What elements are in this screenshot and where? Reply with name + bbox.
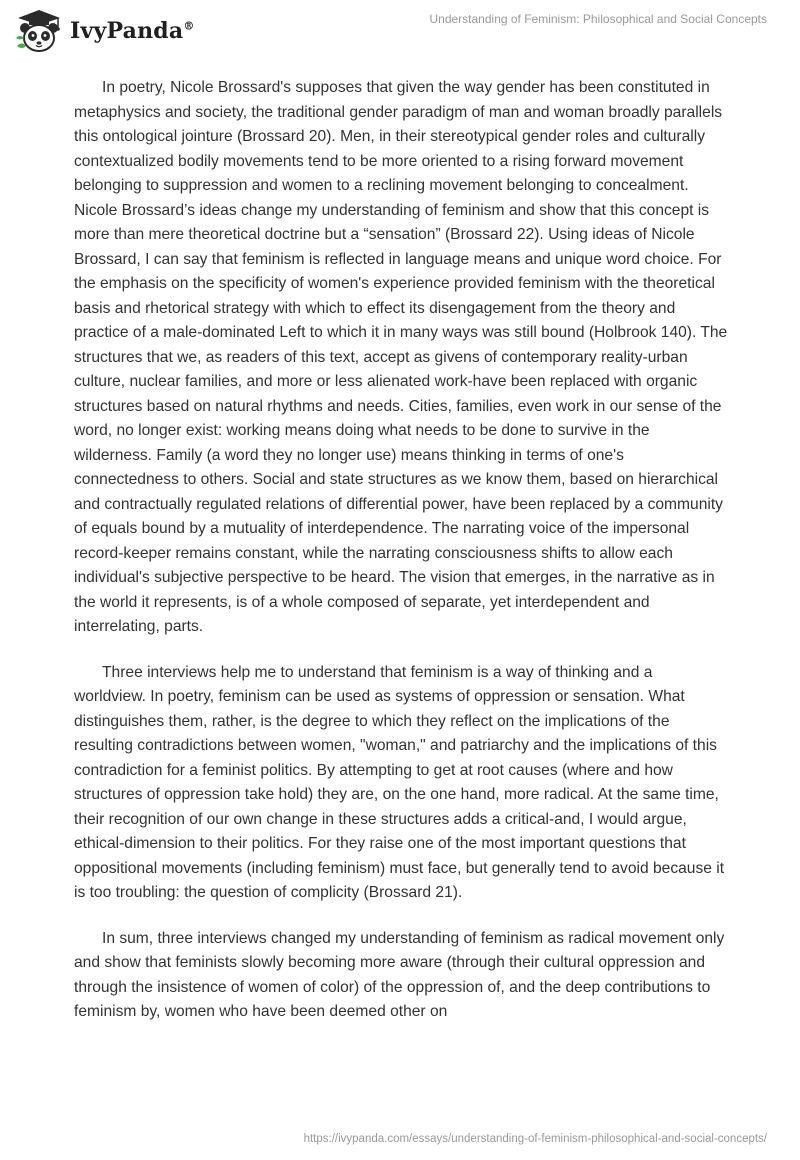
ivypanda-logo[interactable] bbox=[14, 8, 195, 54]
paragraph-2: Three interviews help me to understand that feminism is a way of thinking and a worldview. In poetry, feminism can be used as systems of oppression or sensation. What distinguishes them, rather, is the degree to which they reflect on the implications of the resulting contradictions between women, "woman," and patriarchy and the implications of this contradiction for a feminist politics. By attempting to get at root causes (where and how structures of oppression take hold) they are, on the one hand, more radical. At the same time, their recognition of our own change in these structures adds a critical-and, I would argue, ethical-dimension to their politics. For they raise one of the most important questions that oppositional movements (including feminism) must face, but generally tend to avoid because it is too troubling: the question of complicity (Brossard 21). bbox=[74, 663, 725, 901]
paragraph-1: In poetry, Nicole Brossard's supposes that given the way gender has been constituted in metaphysics and society, the traditional gender paradigm of man and woman broadly parallels this ontological jointure (Brossard 20). Men, in their stereotypical gender roles and culturally contextualized bodily movements tend to be more oriented to a rising forward movement belonging to suppression and women to a reclining movement belonging to concealment. Nicole Brossard’s ideas change my understanding of feminism and show that this concept is more than mere theoretical doctrine but a “sensation” (Brossard 22). Using ideas of Nicole Brossard, I can say that feminism is reflected in language means and unique word choice. For the emphasis on the specificity of women's experience provided feminism with the theoretical basis and rhetorical strategy with which to effect its disengagement from the theory and practice of a male-dominated Left to which it in many ways was still bound (Holbrook 140). The structures that we, as readers of this text, accept as givens of contemporary reality-urban culture, nuclear families, and more or less alienated work-have been replaced with organic structures based on natural rhythms and needs. Cities, families, even work in our sense of the word, no longer exist: working means doing what needs to be done to survive in the wilderness. Family (a word they no longer use) means thinking in terms of one's connectedness to others. Social and state structures as we know them, based on hierarchical and contractually regulated relations of differential power, have been replaced by a community of equals bound by a mutuality of interdependence. The narrating voice of the impersonal record-keeper remains constant, while the narrating consciousness shifts to allow each individual's subjective perspective to be heard. The vision that emerges, in the narrative as in the world it represents, is of a whole composed of separate, yet interdependent and interrelating, parts. bbox=[74, 79, 728, 635]
logo-wordmark bbox=[70, 18, 195, 44]
page-header bbox=[0, 0, 800, 56]
panda-graduate-icon bbox=[14, 8, 64, 54]
document-title: Understanding of Feminism: Philosophical and Social Concepts bbox=[429, 12, 767, 26]
logo-name: IvyPanda bbox=[70, 18, 184, 44]
paragraph-3: In sum, three interviews changed my understanding of feminism as radical movement only and show that feminists slowly becoming more aware (through their cultural oppression and through the insistence of women of color) of the oppression of, and the deep contributions to feminism by, women who have been deemed other on bbox=[74, 929, 725, 1020]
source-url[interactable]: https://ivypanda.com/essays/understanding-of-feminism-philosophical-and-social-concepts/ bbox=[303, 1133, 767, 1145]
registered-mark: ® bbox=[183, 19, 195, 33]
essay-body bbox=[74, 76, 728, 1046]
